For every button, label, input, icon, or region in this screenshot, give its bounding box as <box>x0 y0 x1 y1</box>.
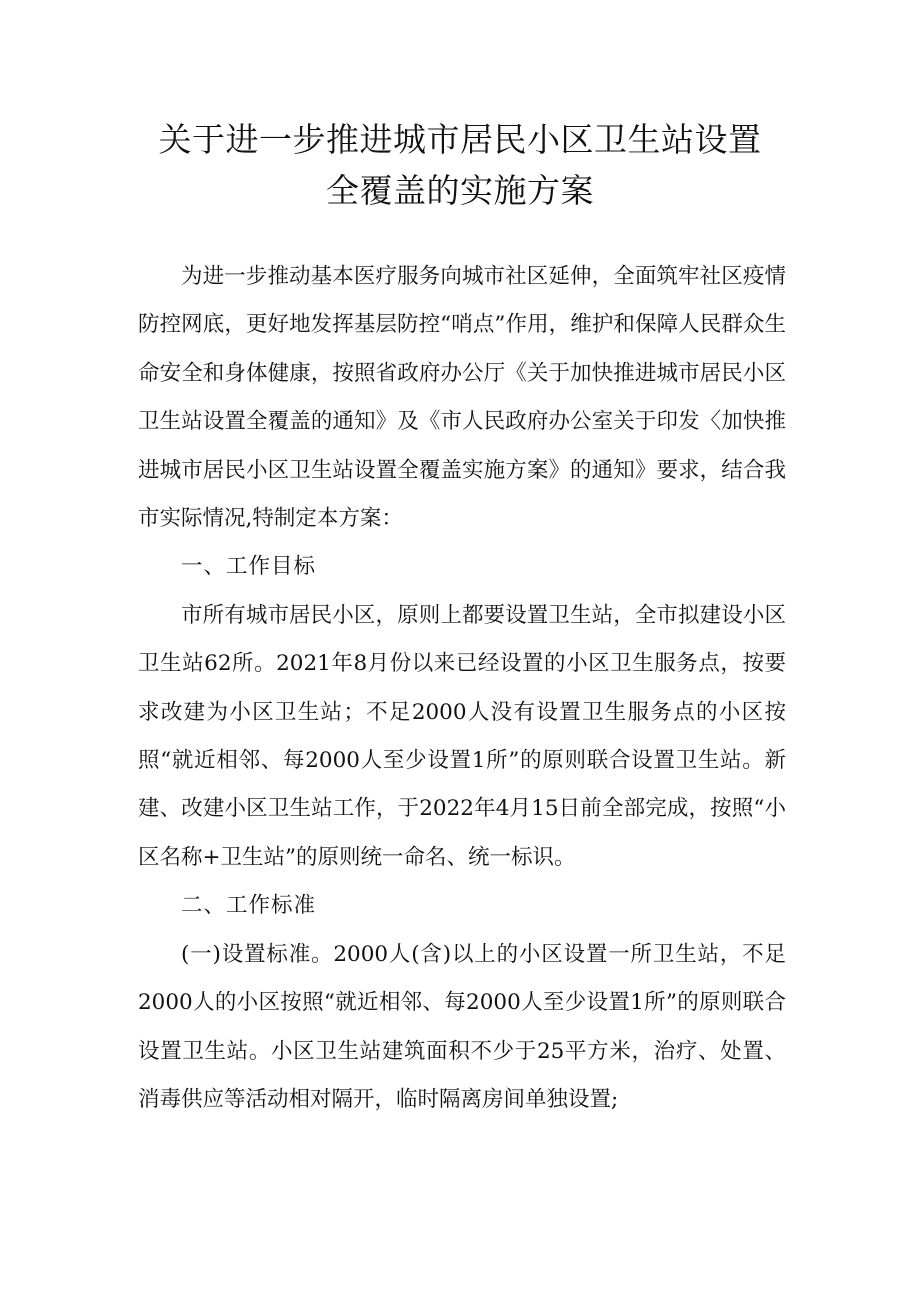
goals-paragraph: 市所有城市居民小区，原则上都要设置卫生站，全市拟建设小区卫生站62所。2021年8月份以来已经设置的小区卫生服务点，按要求改建为小区卫生站；不足2000人没有设置卫生服务点的小区按照“就近相邻、每2000人至少设置1所”的原则联合设置卫生站。新建、改建小区卫生站工作，于2022年4月15日前全部完成，按照“小区名称+卫生站”的原则统一命名、统一标识。 <box>138 602 786 870</box>
section-heading-standards: 二、工作标准 <box>181 893 317 919</box>
document-title-line-1: 关于进一步推进城市居民小区卫生站设置 <box>158 120 762 159</box>
standards-paragraph: (一)设置标准。2000人(含)以上的小区设置一所卫生站，不足2000人的小区按照“就近相邻、每2000人至少设置1所”的原则联合设置卫生站。小区卫生站建筑面积不少于25平方米，治疗、处置、消毒供应等活动相对隔开，临时隔离房间单独设置; <box>138 941 786 1112</box>
intro-paragraph: 为进一步推动基本医疗服务向城市社区延伸，全面筑牢社区疫情防控网底，更好地发挥基层防控“哨点”作用，维护和保障人民群众生命安全和身体健康，按照省政府办公厅《关于加快推进城市居民小区卫生站设置全覆盖的通知》及《市人民政府办公室关于印发〈加快推进城市居民小区卫生站设置全覆盖实施方案》的通知》要求，结合我市实际情况,特制定本方案： <box>138 264 786 532</box>
section-heading-goals: 一、工作目标 <box>181 554 317 580</box>
document-body <box>138 253 786 1124</box>
document-title-line-2: 全覆盖的实施方案 <box>326 171 594 210</box>
